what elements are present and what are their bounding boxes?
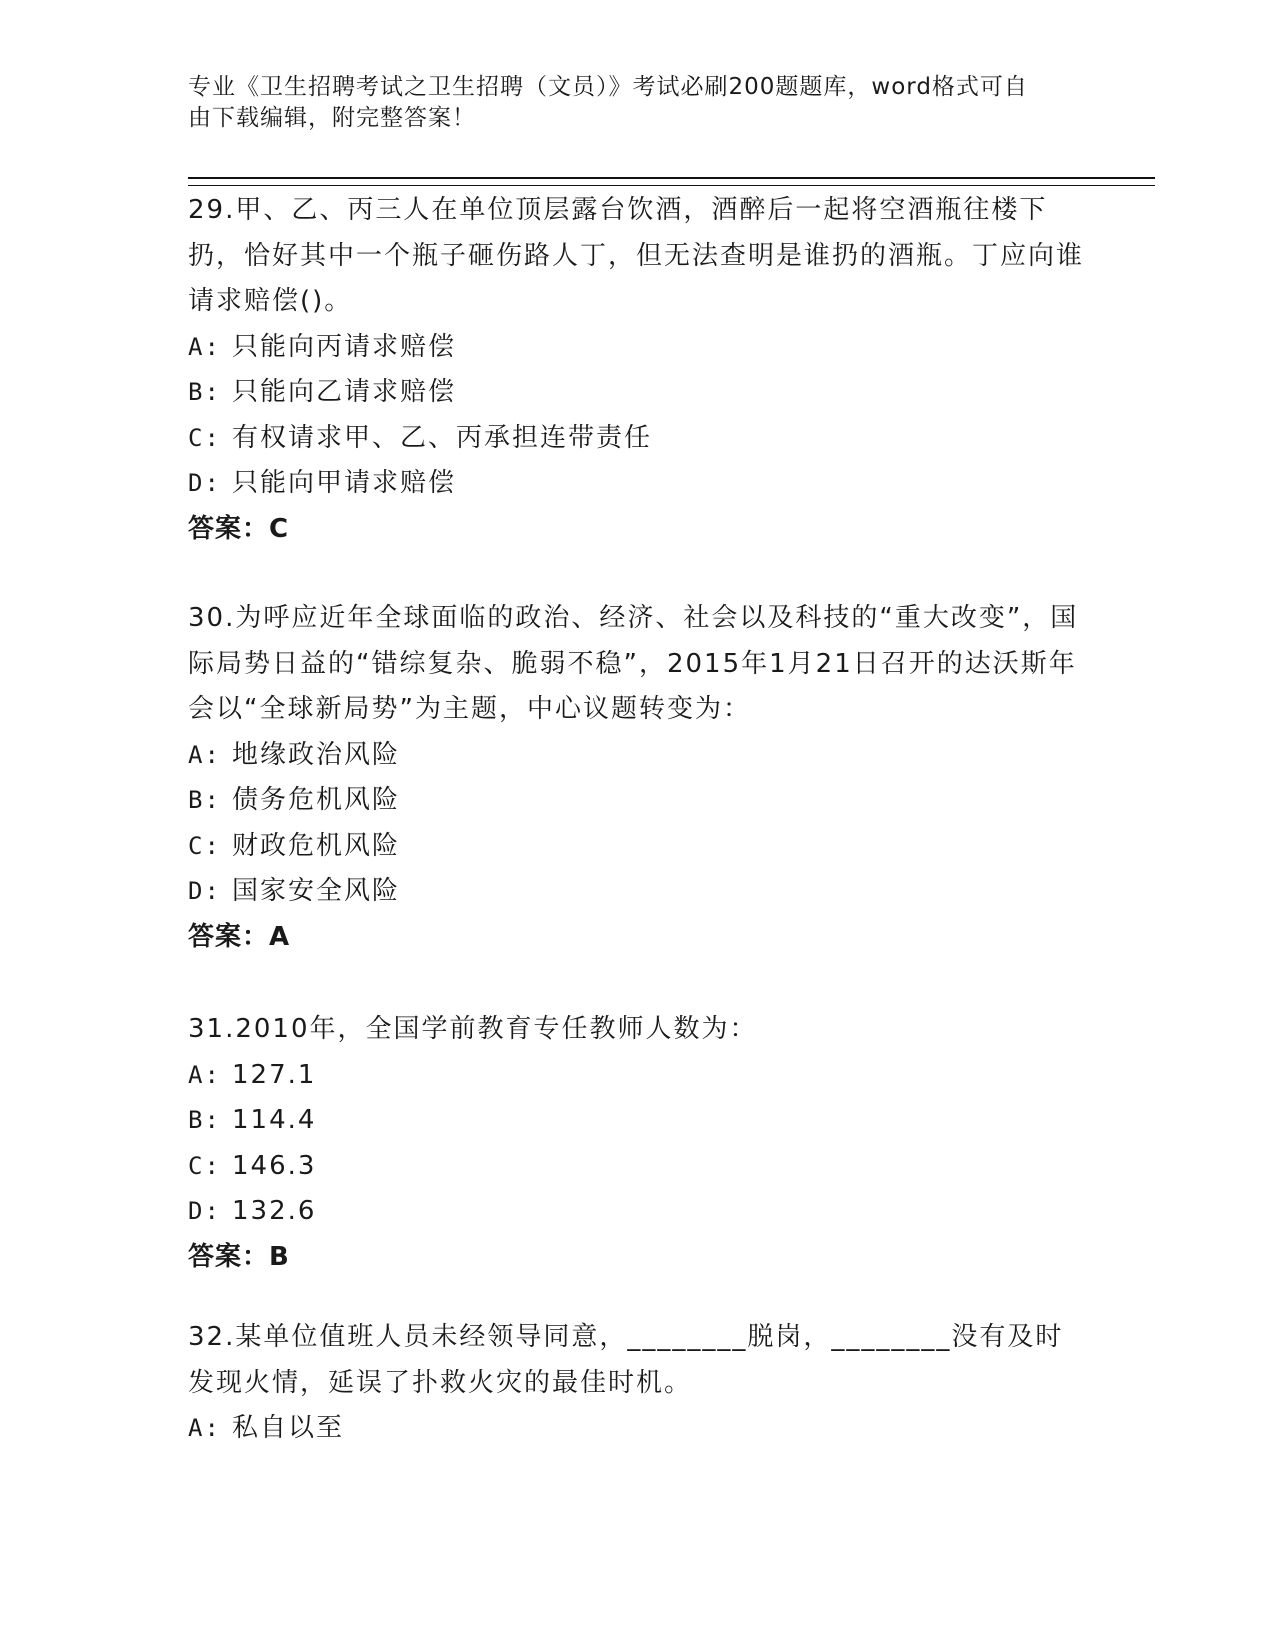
option-b xyxy=(188,778,1088,824)
question-32 xyxy=(188,1315,1088,1452)
option-c xyxy=(188,1144,1088,1190)
option-text: 有权请求甲、乙、丙承担连带责任 xyxy=(232,422,653,453)
question-stem: 32.某单位值班人员未经领导同意，________脱岗，________没有及时发现火情，延误了扑救火灾的最佳时机。 xyxy=(188,1322,1064,1398)
option-letter: C: xyxy=(188,423,221,452)
question-30 xyxy=(188,596,1088,960)
option-letter: B: xyxy=(188,786,221,814)
question-29 xyxy=(188,188,1088,552)
option-d xyxy=(188,461,1088,507)
option-letter: C: xyxy=(188,1151,221,1180)
option-a xyxy=(188,1053,1088,1099)
option-text: 财政危机风险 xyxy=(232,830,401,861)
option-text: 债务危机风险 xyxy=(232,785,401,815)
header-line-2: 由下载编辑，附完整答案！ xyxy=(188,105,476,131)
header-line-1: 专业《卫生招聘考试之卫生招聘（文员）》考试必刷200题题库，word格式可自 xyxy=(188,74,1028,100)
option-letter: C: xyxy=(188,831,221,860)
option-text: 只能向丙请求赔偿 xyxy=(232,331,457,362)
option-letter: A: xyxy=(188,332,221,361)
answer-line: 答案：C xyxy=(188,513,290,544)
option-text: 146.3 xyxy=(232,1150,317,1181)
option-text: 只能向乙请求赔偿 xyxy=(232,377,457,407)
option-b xyxy=(188,370,1088,416)
option-letter: A: xyxy=(188,1414,221,1442)
option-text: 127.1 xyxy=(232,1059,317,1090)
question-stem: 29.甲、乙、丙三人在单位顶层露台饮酒，酒醉后一起将空酒瓶往楼下扔，恰好其中一个瓶子砸伤路人丁，但无法查明是谁扔的酒瓶。丁应向谁请求赔偿()。 xyxy=(188,195,1085,316)
option-text: 私自以至 xyxy=(232,1413,345,1443)
option-a xyxy=(188,1406,1088,1452)
answer-line: 答案：A xyxy=(188,921,291,952)
option-a xyxy=(188,733,1088,779)
option-letter: D: xyxy=(188,1197,221,1225)
question-stem: 30.为呼应近年全球面临的政治、经济、社会以及科技的“重大改变”，国际局势日益的“错综复杂、脆弱不稳”，2015年1月21日召开的达沃斯年会以“全球新局势”为主题，中心议题转变为： xyxy=(188,603,1079,724)
option-text: 国家安全风险 xyxy=(232,876,401,906)
document-header xyxy=(188,72,1088,134)
option-text: 只能向甲请求赔偿 xyxy=(232,468,457,498)
option-c xyxy=(188,416,1088,462)
option-b xyxy=(188,1098,1088,1144)
header-divider xyxy=(188,177,1155,186)
question-stem: 31.2010年，全国学前教育专任教师人数为： xyxy=(188,1014,758,1044)
option-a xyxy=(188,325,1088,371)
answer-line: 答案：B xyxy=(188,1241,290,1272)
option-letter: A: xyxy=(188,1060,221,1089)
option-c xyxy=(188,824,1088,870)
question-31 xyxy=(188,1007,1088,1280)
option-text: 114.4 xyxy=(232,1105,317,1135)
option-letter: D: xyxy=(188,877,221,905)
option-d xyxy=(188,869,1088,915)
option-letter: A: xyxy=(188,740,221,769)
option-letter: B: xyxy=(188,378,221,406)
option-d xyxy=(188,1189,1088,1235)
option-letter: B: xyxy=(188,1106,221,1134)
option-text: 地缘政治风险 xyxy=(232,739,401,770)
option-text: 132.6 xyxy=(232,1196,317,1226)
option-letter: D: xyxy=(188,469,221,497)
